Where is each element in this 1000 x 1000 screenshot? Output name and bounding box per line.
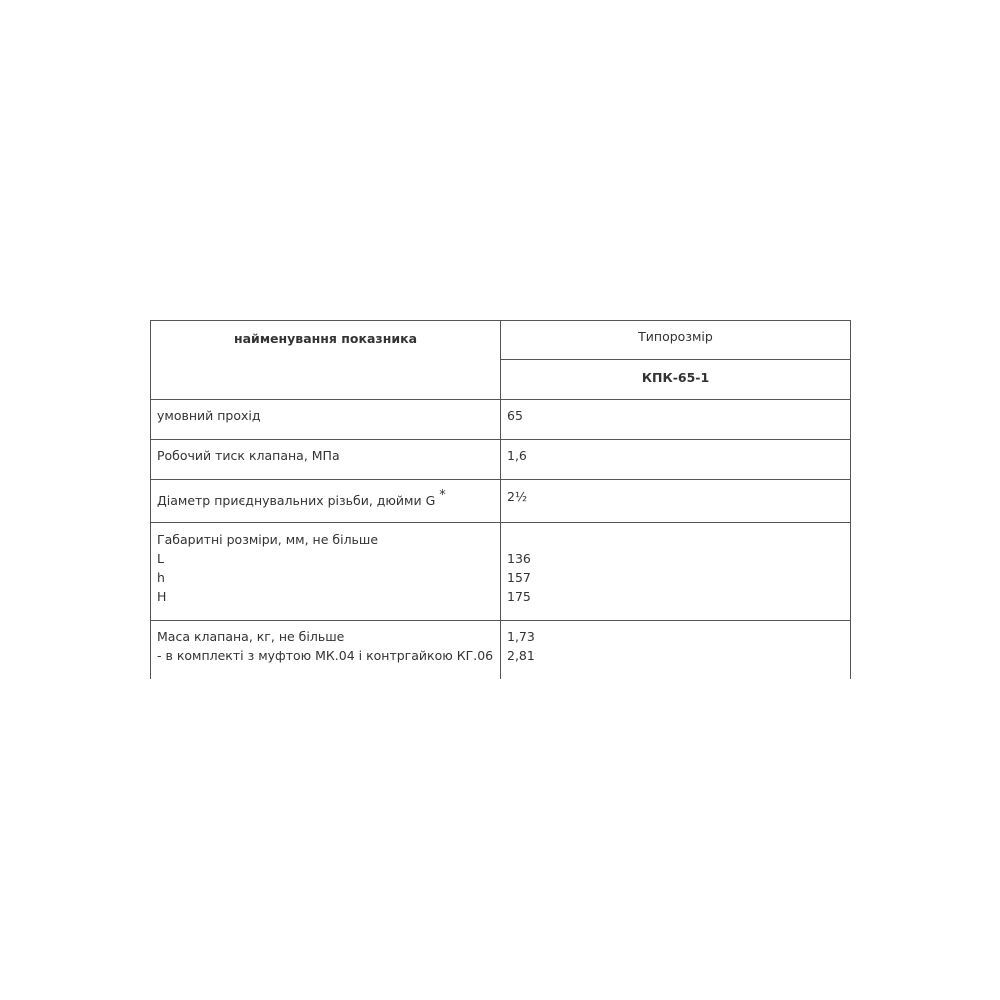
header-size-label: Типорозмір: [638, 329, 713, 344]
row-label: Габаритні розміри, мм, не більше: [157, 532, 379, 547]
row-value-cell: [501, 523, 851, 621]
header-model-label: КПК-65-1: [641, 370, 710, 385]
table-row: [151, 440, 851, 480]
row-value-cell: [501, 480, 851, 523]
table-row: [151, 480, 851, 523]
row-value-cell: [501, 621, 851, 679]
row-label-cell: [151, 480, 501, 523]
row-value-secondary: 2,81: [507, 648, 535, 663]
dimension-value-l: 136: [507, 551, 531, 566]
row-label-cell: [151, 621, 501, 679]
row-label: умовний прохід: [157, 408, 261, 423]
row-label: Маса клапана, кг, не більше: [157, 629, 345, 644]
header-param-label: найменування показника: [233, 331, 418, 346]
row-label-cell: [151, 400, 501, 440]
row-value: 1,73: [507, 629, 535, 644]
table-row: [151, 400, 851, 440]
header-size-cell: [501, 321, 851, 360]
row-value: 1,6: [507, 448, 527, 463]
row-value-cell: [501, 400, 851, 440]
dimension-label-h-small: h: [157, 570, 165, 585]
row-label-cell: [151, 523, 501, 621]
row-value: 2½: [507, 489, 528, 504]
table-row: [151, 523, 851, 621]
header-row: [151, 321, 851, 360]
header-param-cell: [151, 321, 501, 400]
row-label-cell: [151, 440, 501, 480]
dimension-value-h-small: 157: [507, 570, 531, 585]
spacer-line: [507, 530, 844, 549]
spec-table: [150, 320, 851, 679]
dimension-label-h-large: H: [157, 589, 167, 604]
row-label-secondary: - в комплекті з муфтою МК.04 і контргайкою КГ.06: [157, 648, 494, 663]
dimension-value-h-large: 175: [507, 589, 531, 604]
header-model-cell: [501, 360, 851, 400]
dimension-label-l: L: [157, 551, 164, 566]
footnote-mark: *: [439, 488, 446, 503]
row-value-cell: [501, 440, 851, 480]
row-label: Робочий тиск клапана, МПа: [157, 448, 340, 463]
row-value: 65: [507, 408, 523, 423]
row-label: Діаметр приєднувальних різьби, дюйми G: [157, 493, 436, 509]
table-row: [151, 621, 851, 679]
